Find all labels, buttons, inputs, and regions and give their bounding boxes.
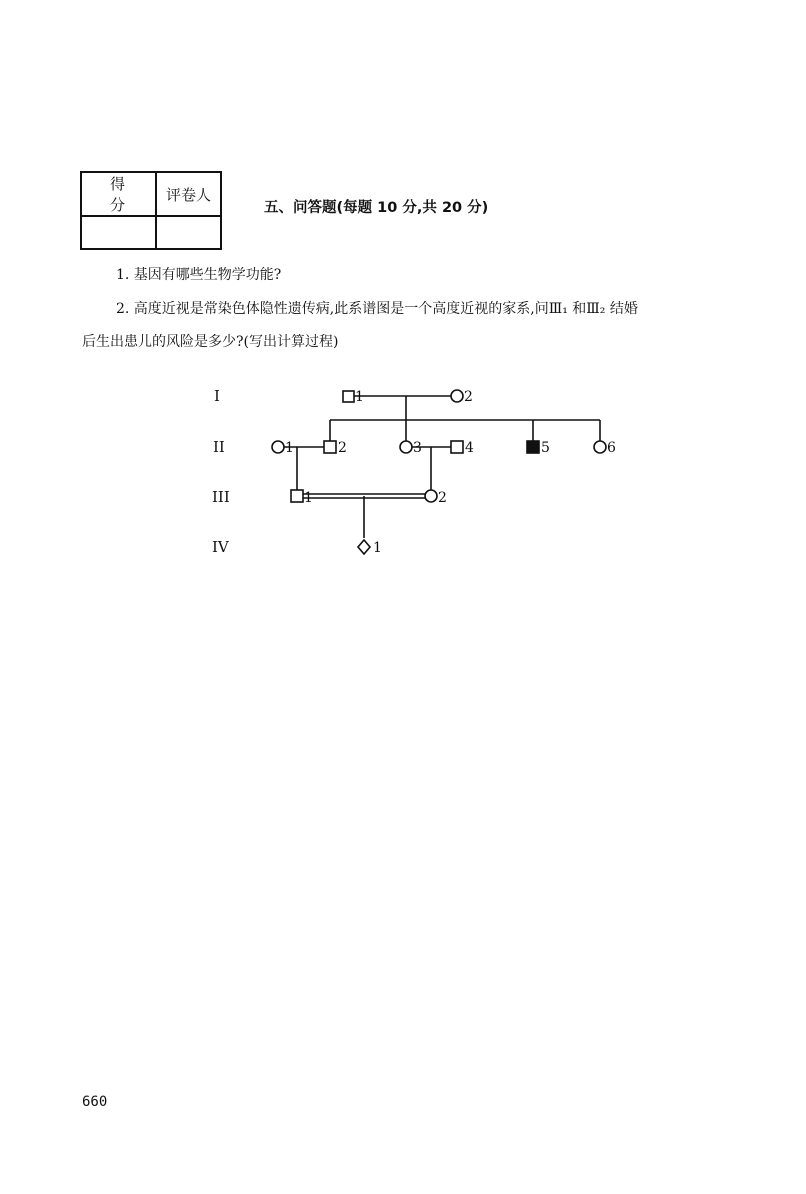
individual-ii2-male: [324, 441, 336, 453]
label-ii4: 4: [465, 440, 474, 456]
grader-label: 评卷人: [156, 172, 221, 216]
individual-iii1-male: [291, 490, 303, 502]
section-title: 五、问答题(每题 10 分,共 20 分): [264, 200, 489, 216]
label-ii2: 2: [338, 440, 347, 456]
individual-iii2-female: [425, 490, 437, 502]
label-i1: 1: [355, 389, 364, 405]
label-ii3: 3: [413, 440, 422, 456]
score-label: 得 分: [81, 172, 156, 216]
label-ii6: 6: [607, 440, 616, 456]
pedigree-chart: [0, 370, 806, 570]
individual-ii6-female: [594, 441, 606, 453]
score-table: [80, 171, 222, 250]
individual-i2-female: [451, 390, 463, 402]
question-1: 1. 基因有哪些生物学功能?: [116, 267, 282, 283]
page-number: 660: [82, 1094, 108, 1110]
individual-iv1-unknown-sex: [358, 540, 370, 554]
question-2-continued: 后生出患儿的风险是多少?(写出计算过程): [82, 334, 339, 350]
generation-label-iv: IV: [212, 538, 229, 556]
individual-ii1-female: [272, 441, 284, 453]
generation-label-iii: III: [212, 488, 230, 506]
score-cell[interactable]: [81, 216, 156, 249]
individual-ii4-male: [451, 441, 463, 453]
individual-ii3-female: [400, 441, 412, 453]
label-iv1: 1: [373, 540, 382, 556]
individual-i1-male: [343, 391, 354, 402]
label-ii1: 1: [285, 440, 294, 456]
label-i2: 2: [464, 389, 473, 405]
grader-cell[interactable]: [156, 216, 221, 249]
individual-ii5-male-affected: [527, 441, 539, 453]
generation-label-i: I: [214, 387, 220, 405]
label-iii1: 1: [304, 490, 313, 506]
label-iii2: 2: [438, 490, 447, 506]
label-ii5: 5: [541, 440, 550, 456]
generation-label-ii: II: [213, 438, 225, 456]
question-2: 2. 高度近视是常染色体隐性遗传病,此系谱图是一个高度近视的家系,问Ⅲ₁ 和Ⅲ₂ 结婚: [116, 301, 638, 317]
